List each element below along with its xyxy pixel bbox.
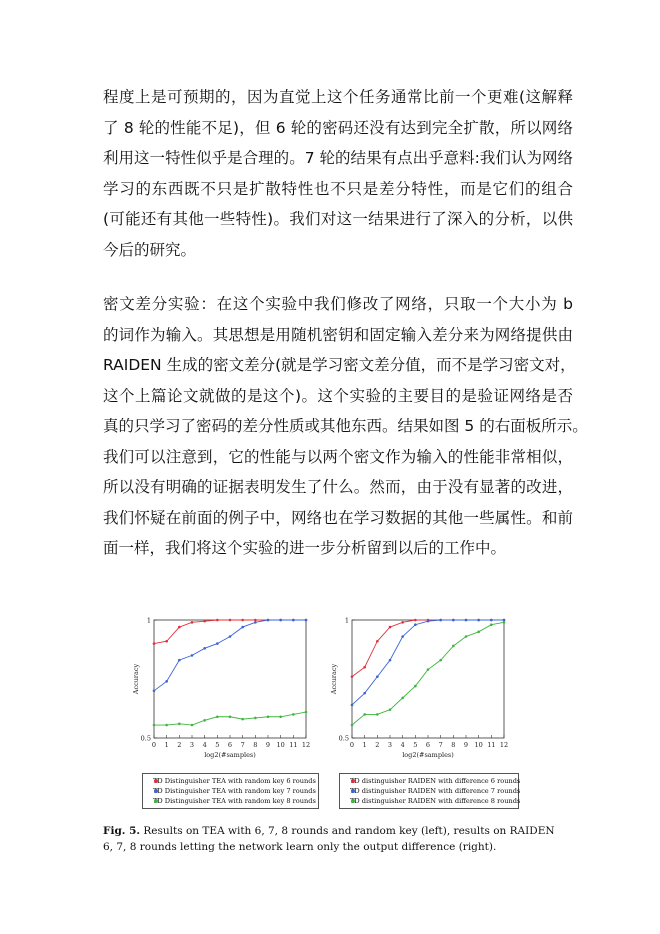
data-point (229, 635, 232, 638)
data-point (503, 621, 506, 624)
data-point (279, 619, 282, 622)
series-line (352, 620, 504, 677)
legend-entry (345, 796, 521, 806)
x-tick-label: 3 (189, 741, 195, 749)
data-point (178, 659, 181, 662)
data-point (477, 619, 480, 622)
x-tick-label: 4 (400, 741, 405, 749)
data-point (178, 626, 181, 629)
x-tick-label: 5 (215, 741, 220, 749)
y-tick-label: 1 (146, 616, 151, 625)
data-point (465, 619, 468, 622)
legend-entry (345, 776, 521, 786)
data-point (465, 635, 468, 638)
figure-caption (103, 823, 563, 855)
data-point (427, 668, 430, 671)
data-point (254, 619, 257, 622)
data-point (191, 654, 194, 657)
data-point (439, 619, 442, 622)
data-point (305, 619, 308, 622)
text-line: 所以没有明确的证据表明发生了什么。然而，由于没有显著的改进， (103, 478, 573, 496)
data-point (427, 620, 430, 623)
legend-entry (345, 786, 521, 796)
x-tick-label: 12 (301, 741, 311, 749)
x-tick-label: 9 (265, 741, 271, 749)
legend-left (142, 773, 319, 809)
data-point (452, 619, 455, 622)
data-point (452, 645, 455, 648)
data-point (229, 619, 232, 622)
data-point (414, 623, 417, 626)
data-point (376, 675, 379, 678)
data-point (389, 626, 392, 629)
data-point (241, 718, 244, 721)
data-point (351, 675, 354, 678)
data-point (267, 619, 270, 622)
legend-label: TD distinguisher RAIDEN with difference 6 rounds (350, 777, 521, 785)
x-tick-label: 11 (487, 741, 496, 749)
text-line: 学习的东西既不只是扩散特性也不只是差分特性，而是它们的组合 (103, 179, 573, 198)
data-point (153, 724, 156, 727)
data-point (351, 704, 354, 707)
x-tick-label: 7 (240, 741, 245, 749)
y-tick-label: 1 (344, 616, 349, 625)
text-line: RAIDEN 生成的密文差分(就是学习密文差分值，而不是学习密文对， (103, 356, 576, 374)
data-point (153, 642, 156, 645)
x-tick-label: 8 (451, 741, 456, 749)
data-point (490, 623, 493, 626)
legend-label: TD distinguisher RAIDEN with difference 7 rounds (350, 787, 521, 795)
data-point (191, 724, 194, 727)
text-line: 密文差分实验：在这个实验中我们修改了网络，只取一个大小为 b (103, 295, 573, 313)
text-line: 我们怀疑在前面的例子中，网络也在学习数据的其他一些属性。和前 (103, 508, 573, 527)
paragraph-1 (103, 82, 573, 265)
x-tick-label: 1 (362, 741, 367, 749)
y-axis-label: Accuracy (330, 663, 338, 695)
data-point (203, 620, 206, 623)
caption-label: Fig. 5. (103, 825, 141, 837)
x-tick-label: 0 (349, 741, 355, 749)
series-line (352, 622, 504, 725)
x-axis-label: log2(#samples) (204, 751, 256, 759)
plot-frame (352, 620, 504, 738)
data-point (401, 635, 404, 638)
y-axis-label: Accuracy (132, 663, 140, 695)
text-line: 的词作为输入。其思想是用随机密钥和固定输入差分来为网络提供由 (103, 325, 573, 344)
data-point (153, 690, 156, 693)
data-point (267, 715, 270, 718)
x-tick-label: 2 (375, 741, 380, 749)
data-point (477, 631, 480, 634)
data-point (254, 717, 257, 720)
data-point (216, 642, 219, 645)
data-point (414, 619, 417, 622)
data-point (241, 626, 244, 629)
x-tick-label: 8 (253, 741, 258, 749)
data-point (376, 640, 379, 643)
series-line (154, 620, 306, 691)
legend-label: TD Distinguisher TEA with random key 8 rounds (153, 797, 316, 805)
data-point (292, 713, 295, 716)
text-line: (可能还有其他一些特性)。我们对这一结果进行了深入的分析，以供 (103, 210, 573, 228)
paragraph-2 (103, 289, 588, 564)
data-point (216, 715, 219, 718)
data-point (439, 659, 442, 662)
data-point (389, 659, 392, 662)
text-line: 真的只学习了密码的差分性质或其他东西。结果如图 5 的右面板所示。 (103, 417, 588, 435)
x-tick-label: 5 (413, 741, 418, 749)
text-line: 我们可以注意到，它的性能与以两个密文作为输入的性能非常相似， (103, 447, 573, 466)
legend-right (339, 773, 519, 809)
x-tick-label: 2 (177, 741, 182, 749)
data-point (414, 685, 417, 688)
chart-right (322, 612, 512, 764)
x-tick-label: 7 (438, 741, 443, 749)
data-point (401, 621, 404, 624)
x-tick-label: 6 (227, 741, 233, 749)
x-tick-label: 11 (289, 741, 298, 749)
data-point (292, 619, 295, 622)
text-line: 面一样，我们将这个实验的进一步分析留到以后的工作中。 (103, 539, 507, 557)
data-point (203, 719, 206, 722)
x-tick-label: 10 (474, 741, 483, 749)
x-tick-label: 1 (164, 741, 169, 749)
data-point (254, 621, 257, 624)
data-point (165, 640, 168, 643)
data-point (216, 619, 219, 622)
x-tick-label: 10 (276, 741, 285, 749)
x-axis-label: log2(#samples) (402, 751, 454, 759)
legend-entry (148, 796, 316, 806)
data-point (363, 713, 366, 716)
x-tick-label: 12 (499, 741, 509, 749)
x-tick-label: 6 (425, 741, 431, 749)
legend-label: TD distinguisher RAIDEN with difference 8 rounds (350, 797, 521, 805)
y-tick-label: 0.5 (140, 734, 151, 743)
x-tick-label: 3 (387, 741, 393, 749)
data-point (305, 711, 308, 714)
data-point (191, 621, 194, 624)
text-line: 今后的研究。 (103, 240, 197, 259)
data-point (165, 680, 168, 683)
x-tick-label: 0 (151, 741, 157, 749)
data-point (363, 692, 366, 695)
series-line (154, 620, 306, 644)
text-line: 利用这一特性似乎是合理的。7 轮的结果有点出乎意料:我们认为网络 (103, 149, 573, 167)
data-point (165, 724, 168, 727)
data-point (389, 708, 392, 711)
text-line: 程度上是可预期的，因为直觉上这个任务通常比前一个更难(这解释 (103, 88, 573, 106)
series-line (154, 712, 306, 725)
data-point (178, 723, 181, 726)
caption-text: Results on TEA with 6, 7, 8 rounds and random key (left), results on RAIDEN 6, 7, 8 rounds letting the network learn only the output difference (right). (103, 825, 555, 853)
legend-label: TD Distinguisher TEA with random key 7 rounds (153, 787, 316, 795)
data-point (503, 619, 506, 622)
data-point (279, 715, 282, 718)
data-point (241, 619, 244, 622)
data-point (351, 724, 354, 727)
series-line (352, 620, 504, 705)
legend-label: TD Distinguisher TEA with random key 6 rounds (153, 777, 316, 785)
data-point (363, 666, 366, 669)
legend-entry (148, 776, 316, 786)
x-tick-label: 4 (202, 741, 207, 749)
data-point (203, 647, 206, 650)
text-line: 这个上篇论文就做的是这个)。这个实验的主要目的是验证网络是否 (103, 386, 573, 405)
data-point (376, 713, 379, 716)
data-point (229, 715, 232, 718)
x-tick-label: 9 (463, 741, 469, 749)
y-tick-label: 0.5 (338, 734, 349, 743)
chart-left (124, 612, 314, 764)
text-line: 了 8 轮的性能不足)，但 6 轮的密码还没有达到完全扩散，所以网络 (103, 118, 573, 137)
legend-entry (148, 786, 316, 796)
data-point (401, 697, 404, 700)
data-point (490, 619, 493, 622)
